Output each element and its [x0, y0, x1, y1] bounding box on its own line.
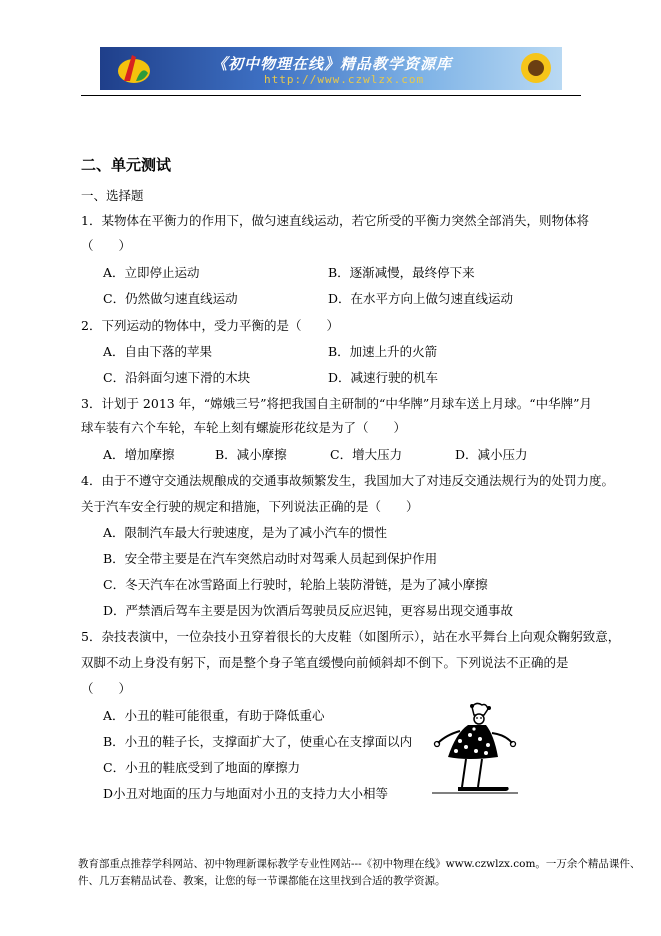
question-4-option-b: B．安全带主要是在汽车突然启动时对驾乘人员起到保护作用 — [103, 551, 438, 566]
footer-line-2: 件、几万套精品试卷、教案，让您的每一节课都能在这里找到合适的教学资源。 — [78, 875, 446, 887]
question-4-option-c: C．冬天汽车在冰雪路面上行驶时，轮胎上装防滑链，是为了减小摩擦 — [103, 577, 488, 592]
footer-line-1: 教育部重点推荐学科网站、初中物理新课标教学专业性网站---《初中物理在线》www.czwlzx.com。一万余个精品课件、 — [78, 858, 641, 870]
question-5-option-d: D小丑对地面的压力与地面对小丑的支持力大小相等 — [103, 786, 389, 801]
question-3-option-d: D．减小压力 — [455, 447, 528, 462]
question-2-option-c: C．沿斜面匀速下滑的木块 — [103, 370, 251, 385]
sub-title: 一、选择题 — [81, 188, 144, 203]
question-3-stem-line-1: 3．计划于 2013 年，“嫦娥三号”将把我国自主研制的“中华牌”月球车送上月球。“中华牌”月 — [81, 396, 593, 411]
question-2-option-a: A．自由下落的苹果 — [103, 344, 213, 359]
question-4-stem-line-1: 4．由于不遵守交通法规酿成的交通事故频繁发生，我国加大了对违反交通法规行为的处罚力度。 — [81, 473, 614, 488]
question-3-option-c: C．增大压力 — [330, 447, 403, 462]
question-3-stem-line-2: 球车装有六个车轮，车轮上刻有螺旋形花纹是为了（ ） — [81, 420, 407, 435]
question-1-stem-line-1: 1．某物体在平衡力的作用下，做匀速直线运动，若它所受的平衡力突然全部消失，则物体将 — [81, 213, 589, 228]
question-1-option-b: B．逐渐减慢，最终停下来 — [328, 265, 475, 280]
header-rule — [81, 95, 581, 96]
site-url[interactable]: http://www.czwlzx.com — [264, 73, 425, 86]
question-5-stem-line-3: （ ） — [81, 681, 132, 696]
sunflower-icon — [514, 50, 558, 86]
question-3-option-b: B．减小摩擦 — [215, 447, 287, 462]
question-5-option-a: A．小丑的鞋可能很重，有助于降低重心 — [103, 708, 325, 723]
question-4-stem-line-2: 关于汽车安全行驶的规定和措施，下列说法正确的是（ ） — [81, 499, 419, 514]
question-1-option-d: D．在水平方向上做匀速直线运动 — [328, 291, 514, 306]
site-logo-icon — [116, 51, 152, 85]
header-banner — [100, 47, 562, 90]
question-2-stem-line-1: 2．下列运动的物体中，受力平衡的是（ ） — [81, 318, 339, 333]
question-4-option-a: A．限制汽车最大行驶速度，是为了减小汽车的惯性 — [103, 525, 388, 540]
question-5-option-c: C．小丑的鞋底受到了地面的摩擦力 — [103, 760, 301, 775]
question-2-option-d: D．减速行驶的机车 — [328, 370, 439, 385]
clown-figure-icon — [428, 701, 520, 797]
question-2-option-b: B．加速上升的火箭 — [328, 344, 438, 359]
question-3-option-a: A．增加摩擦 — [103, 447, 175, 462]
question-4-option-d: D．严禁酒后驾车主要是因为饮酒后驾驶员反应迟钝，更容易出现交通事故 — [103, 603, 514, 618]
question-5-option-b: B．小丑的鞋子长，支撑面扩大了，使重心在支撑面以内 — [103, 734, 413, 749]
question-5-stem-line-1: 5．杂技表演中，一位杂技小丑穿着很长的大皮鞋（如图所示），站在水平舞台上向观众鞠躬致意， — [81, 629, 621, 644]
question-1-option-a: A．立即停止运动 — [103, 265, 200, 280]
question-1-stem-line-2: （ ） — [81, 238, 132, 253]
question-5-stem-line-2: 双脚不动上身没有躬下，而是整个身子笔直缓慢向前倾斜却不倒下。下列说法不正确的是 — [81, 655, 569, 670]
section-title: 二、单元测试 — [81, 156, 172, 174]
site-title: 《初中物理在线》精品教学资源库 — [212, 55, 453, 73]
question-1-option-c: C．仍然做匀速直线运动 — [103, 291, 238, 306]
